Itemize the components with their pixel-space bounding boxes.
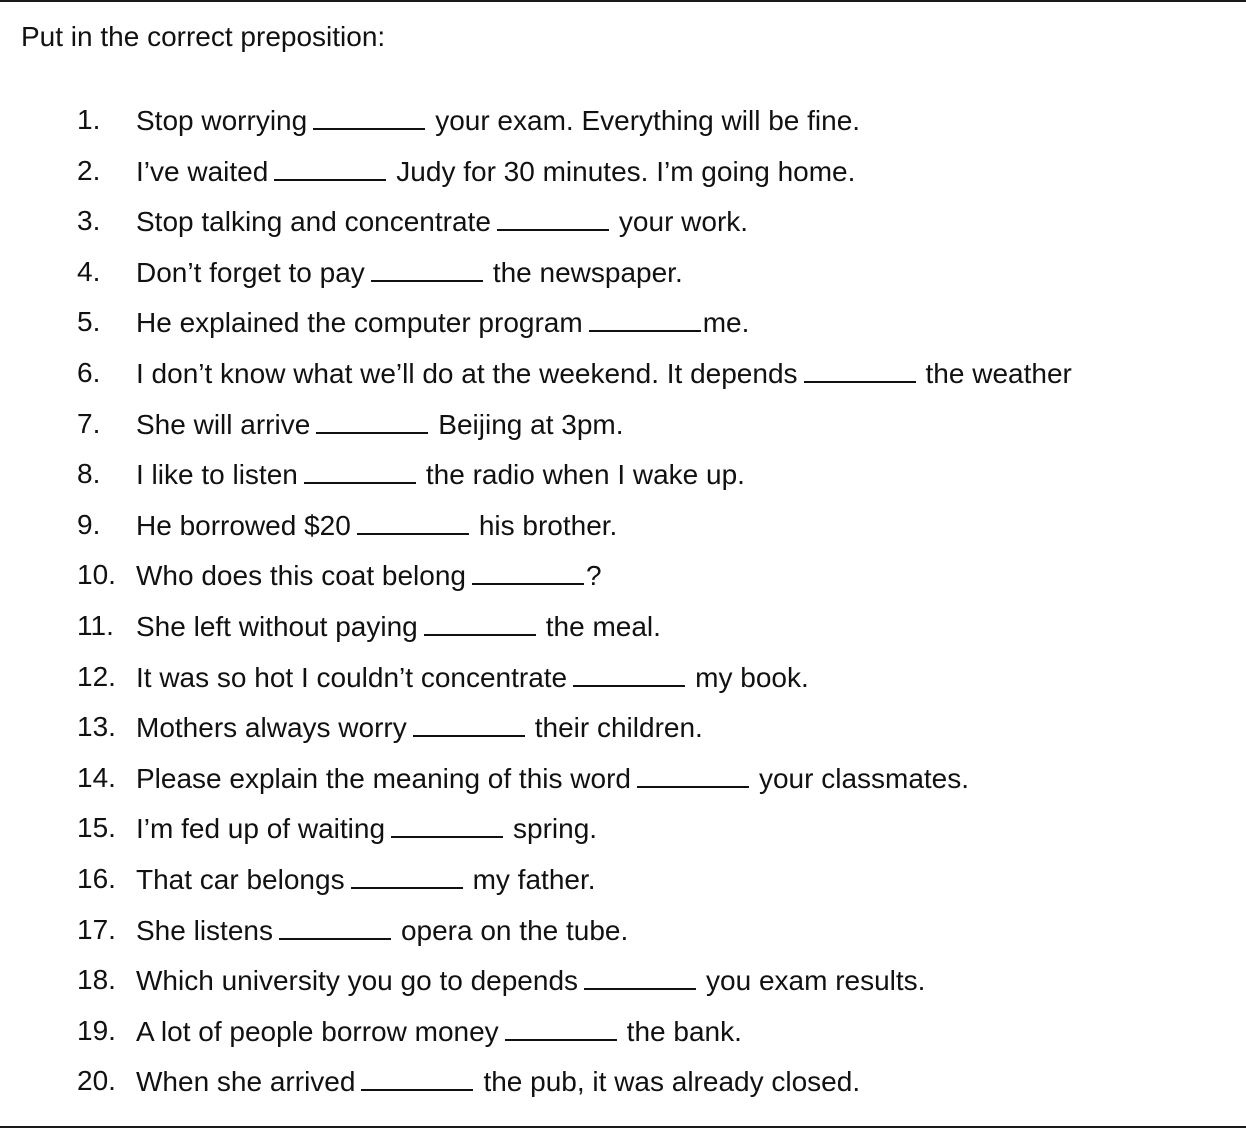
- answer-blank: [573, 657, 685, 687]
- sentence-after-blank: ?: [585, 560, 602, 592]
- exercise-item-10: [0, 555, 1246, 606]
- exercise-item-8: [0, 454, 1246, 505]
- answer-blank: [316, 404, 428, 434]
- sentence-before-blank: Stop worrying: [136, 105, 308, 136]
- item-number: 4.: [77, 255, 101, 287]
- sentence-before-blank: She will arrive: [136, 408, 311, 440]
- answer-blank: [274, 151, 386, 181]
- exercise-item-12: [0, 657, 1246, 708]
- sentence-after-blank: your exam. Everything will be fine.: [435, 105, 861, 136]
- item-number: 20.: [77, 1065, 116, 1097]
- sentence-after-blank: the bank.: [626, 1015, 742, 1047]
- exercise-item-5: [0, 302, 1246, 353]
- sentence-before-blank: He explained the computer program: [136, 307, 583, 339]
- item-sentence: [136, 606, 661, 647]
- sentence-after-blank: the pub, it was already closed.: [483, 1066, 861, 1098]
- sentence-before-blank: She left without paying: [136, 610, 418, 642]
- sentence-before-blank: Who does this coat belong: [136, 560, 466, 592]
- answer-blank: [313, 100, 425, 130]
- item-number: 19.: [77, 1014, 116, 1046]
- item-sentence: [136, 505, 617, 546]
- sentence-before-blank: I don’t know what we’ll do at the weekend. It depends: [136, 357, 798, 389]
- answer-blank: [279, 910, 391, 940]
- item-number: 18.: [77, 964, 116, 996]
- item-sentence: [136, 555, 602, 596]
- exercise-item-19: [0, 1011, 1246, 1062]
- sentence-after-blank: opera on the tube.: [400, 914, 629, 946]
- item-number: 10.: [77, 559, 116, 591]
- item-number: 6.: [77, 356, 101, 388]
- answer-blank: [505, 1011, 617, 1041]
- item-number: 13.: [77, 711, 116, 743]
- exercise-item-9: [0, 505, 1246, 556]
- exercise-item-1: [0, 100, 1246, 151]
- exercise-item-16: [0, 859, 1246, 910]
- sentence-after-blank: the newspaper.: [492, 256, 683, 288]
- exercise-item-3: [0, 201, 1246, 252]
- answer-blank: [804, 353, 916, 383]
- exercise-item-4: [0, 252, 1246, 303]
- item-sentence: [136, 859, 596, 900]
- exercise-item-11: [0, 606, 1246, 657]
- item-sentence: [136, 1011, 742, 1052]
- item-sentence: [136, 707, 703, 748]
- item-number: 14.: [77, 761, 116, 793]
- sentence-before-blank: Mothers always worry: [136, 712, 407, 744]
- item-sentence: [136, 302, 749, 343]
- exercise-list: [0, 100, 1246, 1112]
- answer-blank: [351, 859, 463, 889]
- sentence-before-blank: When she arrived: [136, 1066, 356, 1098]
- answer-blank: [371, 252, 483, 282]
- sentence-after-blank: his brother.: [478, 509, 618, 541]
- sentence-after-blank: the radio when I wake up.: [425, 459, 745, 491]
- sentence-before-blank: It was so hot I couldn’t concentrate: [136, 661, 568, 693]
- sentence-after-blank: Judy for 30 minutes. I’m going home.: [396, 155, 856, 187]
- item-number: 16.: [77, 862, 116, 894]
- sentence-after-blank: the meal.: [545, 610, 661, 642]
- exercise-item-17: [0, 910, 1246, 961]
- exercise-item-13: [0, 707, 1246, 758]
- sentence-after-blank: spring.: [513, 813, 598, 845]
- answer-blank: [413, 707, 525, 737]
- sentence-after-blank: their children.: [534, 712, 703, 744]
- item-number: 12.: [77, 660, 116, 692]
- item-number: 9.: [77, 508, 101, 540]
- sentence-before-blank: I’m fed up of waiting: [136, 813, 386, 845]
- item-sentence: [136, 353, 1072, 394]
- item-number: 5.: [77, 306, 101, 338]
- sentence-before-blank: Stop talking and concentrate: [136, 206, 491, 238]
- item-number: 3.: [77, 205, 101, 237]
- answer-blank: [584, 960, 696, 990]
- item-sentence: [136, 252, 683, 293]
- item-sentence: [136, 100, 860, 141]
- item-sentence: [136, 201, 748, 242]
- sentence-after-blank: you exam results.: [706, 965, 926, 997]
- answer-blank: [637, 758, 749, 788]
- sentence-after-blank: me.: [702, 307, 750, 339]
- item-number: 11.: [77, 609, 114, 641]
- item-number: 17.: [77, 913, 116, 945]
- answer-blank: [361, 1061, 473, 1091]
- sentence-after-blank: your classmates.: [758, 762, 970, 794]
- item-number: 7.: [77, 407, 101, 439]
- sentence-before-blank: A lot of people borrow money: [136, 1015, 499, 1047]
- sentence-after-blank: your work.: [618, 206, 749, 238]
- worksheet-instruction: Put in the correct preposition:: [21, 21, 386, 52]
- item-number: 1.: [77, 104, 101, 135]
- item-sentence: [136, 808, 597, 849]
- item-number: 8.: [77, 458, 101, 490]
- answer-blank: [424, 606, 536, 636]
- sentence-before-blank: Which university you go to depends: [136, 965, 579, 997]
- item-number: 15.: [77, 812, 116, 844]
- answer-blank: [497, 201, 609, 231]
- item-sentence: [136, 960, 925, 1001]
- item-number: 2.: [77, 154, 101, 186]
- answer-blank: [472, 555, 584, 585]
- item-sentence: [136, 657, 809, 698]
- sentence-before-blank: I’ve waited: [136, 155, 269, 187]
- item-sentence: [136, 1061, 860, 1102]
- sentence-before-blank: I like to listen: [136, 459, 298, 491]
- sentence-before-blank: He borrowed $20: [136, 509, 351, 541]
- sentence-before-blank: Please explain the meaning of this word: [136, 762, 631, 794]
- sentence-after-blank: my father.: [472, 863, 596, 895]
- item-sentence: [136, 910, 628, 951]
- exercise-item-15: [0, 808, 1246, 859]
- sentence-after-blank: the weather: [925, 357, 1072, 389]
- item-sentence: [136, 758, 969, 799]
- sentence-after-blank: Beijing at 3pm.: [438, 408, 624, 440]
- exercise-item-20: [0, 1061, 1246, 1112]
- exercise-item-18: [0, 960, 1246, 1011]
- item-sentence: [136, 404, 624, 445]
- answer-blank: [357, 505, 469, 535]
- exercise-item-14: [0, 758, 1246, 809]
- sentence-before-blank: She listens: [136, 914, 273, 946]
- exercise-item-2: [0, 151, 1246, 202]
- exercise-item-6: [0, 353, 1246, 404]
- item-sentence: [136, 454, 745, 495]
- item-sentence: [136, 151, 855, 192]
- sentence-before-blank: Don’t forget to pay: [136, 256, 365, 288]
- sentence-after-blank: my book.: [695, 661, 809, 693]
- sentence-before-blank: That car belongs: [136, 863, 345, 895]
- exercise-item-7: [0, 404, 1246, 455]
- answer-blank: [589, 302, 701, 332]
- answer-blank: [304, 454, 416, 484]
- answer-blank: [391, 808, 503, 838]
